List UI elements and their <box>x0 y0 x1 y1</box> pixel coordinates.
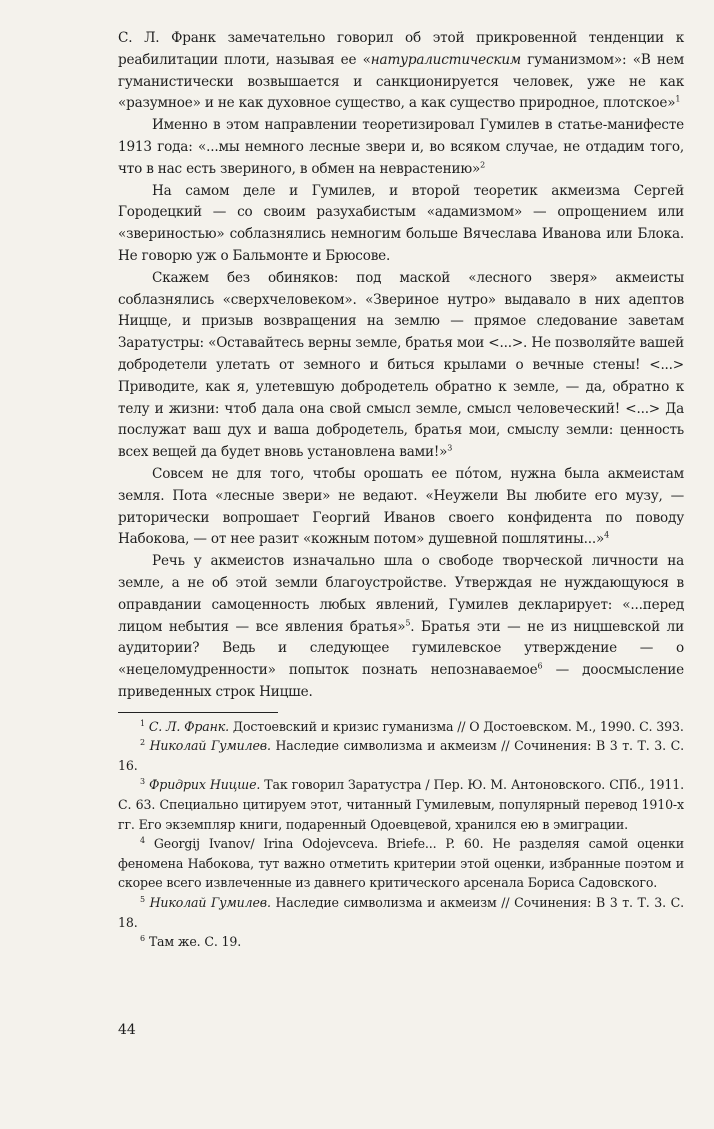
footnote-text: Georgij Ivanov/ Irina Odojevceva. Briefe... P. 60. Не разделяя самой оценки феномена Набокова, тут важно отметить критерии этой оценки, избранные поэтом и скорее всего извлеченные из давнего критического арсенала Бориса Садовского. <box>118 836 684 891</box>
footnote-number: 1 <box>140 718 145 728</box>
text-run: — доосмысление приведенных строк Ницше. <box>118 662 684 700</box>
footnote-author: Николай Гумилев. <box>149 738 271 754</box>
paragraph <box>118 181 684 268</box>
page-body <box>118 28 684 952</box>
text-run: С. Л. Франк замечательно говорил об этой прикровенной тенденции к реабилитации плоти, называя ее « <box>118 30 684 68</box>
footnote-number: 4 <box>140 836 145 846</box>
footnote <box>118 736 684 775</box>
footnote <box>118 775 684 834</box>
paragraph <box>118 268 684 464</box>
text-run: На самом деле и Гумилев, и второй теоретик акмеизма Сергей Городецкий — со своим разухабистым «адамизмом» — опрощением или «звериностью» соблазнялись немногим больше Вячеслава Иванова или Блока. Не говорю уж о Бальмонте и Брюсове. <box>118 182 684 264</box>
footnote-ref: 1 <box>675 94 681 104</box>
text-run: Речь у акмеистов изначально шла о свободе творческой личности на земле, а не об этой земли благоустройстве. Утверждая не нуждающуюся в оправдании самоценность любых явлений, Гумилев декларирует: «...перед лицом небытия — все явления братья» <box>118 553 684 635</box>
footnote-text: Там же. С. 19. <box>148 934 242 950</box>
footnote-number: 6 <box>140 934 145 944</box>
text-run: Скажем без обиняков: под маской «лесного зверя» акмеисты соблазнялись «сверхчеловеком». «Звериное нутро» выдавало в них адептов Ницще, и призыв возвращения на землю — прямое следование заветам Заратустры: «Оставайтесь верны земле, братья мои <...>. Не позволяйте вашей добродетели улетать от земного и биться крылами о вечные стены! <...> Приводите, как я, улетевшую добродетель обратно к земле, — да, обратно к телу и жизни: чтоб дала она свой смысл земле, смысл человеческий! <...> Да послужат ваш дух и ваша добродетель, братья мои, смыслу земли: ценность всех вещей да будет вновь установлена вами!» <box>118 269 684 461</box>
footnote-number: 2 <box>140 738 145 748</box>
text-run: Именно в этом направлении теоретизировал Гумилев в статье-манифесте 1913 года: «...мы немного лесные звери и, во всяком случае, не отдадим того, что в нас есть звериного, в обмен на неврастению» <box>118 117 684 177</box>
footnote-text: Достоевский и кризис гуманизма // О Достоевском. М., 1990. С. 393. <box>229 718 684 734</box>
footnote-ref: 4 <box>604 530 610 540</box>
footnote-author: С. Л. Франк. <box>148 718 230 734</box>
footnotes <box>118 717 684 952</box>
footnote-ref: 6 <box>537 661 543 671</box>
text-run: гуманизмом»: «В нем гуманистически возвышается и санкционируется человек, уже не как «разумное» и не как духовное существо, а как существо природное, плотское» <box>118 51 684 112</box>
text-run: Совсем не для того, чтобы орошать ее пóтом, нужна была акмеистам земля. Пота «лесные звери» не ведают. «Неужели Вы любите его музу, — риторически вопрошает Георгий Иванов своего конфидента по поводу Набокова, — от нее разит «кожным потом» душевной пошлятины...» <box>118 465 684 548</box>
footnote-author: Фридрих Ницше. <box>149 777 261 793</box>
paragraph <box>118 28 684 115</box>
footnote-number: 5 <box>140 894 145 904</box>
page-number: 44 <box>118 1022 136 1038</box>
footnote-separator <box>118 712 278 713</box>
footnote <box>118 717 684 737</box>
footnote <box>118 932 684 952</box>
footnote-text: Наследие символизма и акмеизм // Сочинения: В 3 т. Т. 3. С. 16. <box>118 738 684 773</box>
footnote-text: Так говорил Заратустра / Пер. Ю. М. Антоновского. СПб., 1911. С. 63. Специально цитируем этот, читанный Гумилевым, популярный перевод 1910-х гг. Его экземпляр книги, подаренный Одоевцевой, хранился ею в эмиграции. <box>118 777 684 832</box>
footnote-author: Николай Гумилев. <box>149 895 271 911</box>
footnote-ref: 2 <box>480 160 485 170</box>
main-text <box>118 28 684 704</box>
footnote-number: 3 <box>140 777 145 787</box>
paragraph <box>118 115 684 180</box>
paragraph <box>118 551 684 704</box>
footnote <box>118 893 684 932</box>
footnote-ref: 3 <box>447 443 453 453</box>
footnote <box>118 834 684 893</box>
text-run: . Братья эти — не из ницшевской ли аудитории? Ведь и следующее гумилевское утверждение — о «нецеломудренности» попыток познать непознаваемое <box>118 618 684 679</box>
paragraph <box>118 464 684 551</box>
emphasis: натуралистическим <box>370 51 521 68</box>
footnote-ref: 5 <box>405 617 411 627</box>
footnote-text: Наследие символизма и акмеизм // Сочинения: В 3 т. Т. 3. С. 18. <box>118 895 684 930</box>
